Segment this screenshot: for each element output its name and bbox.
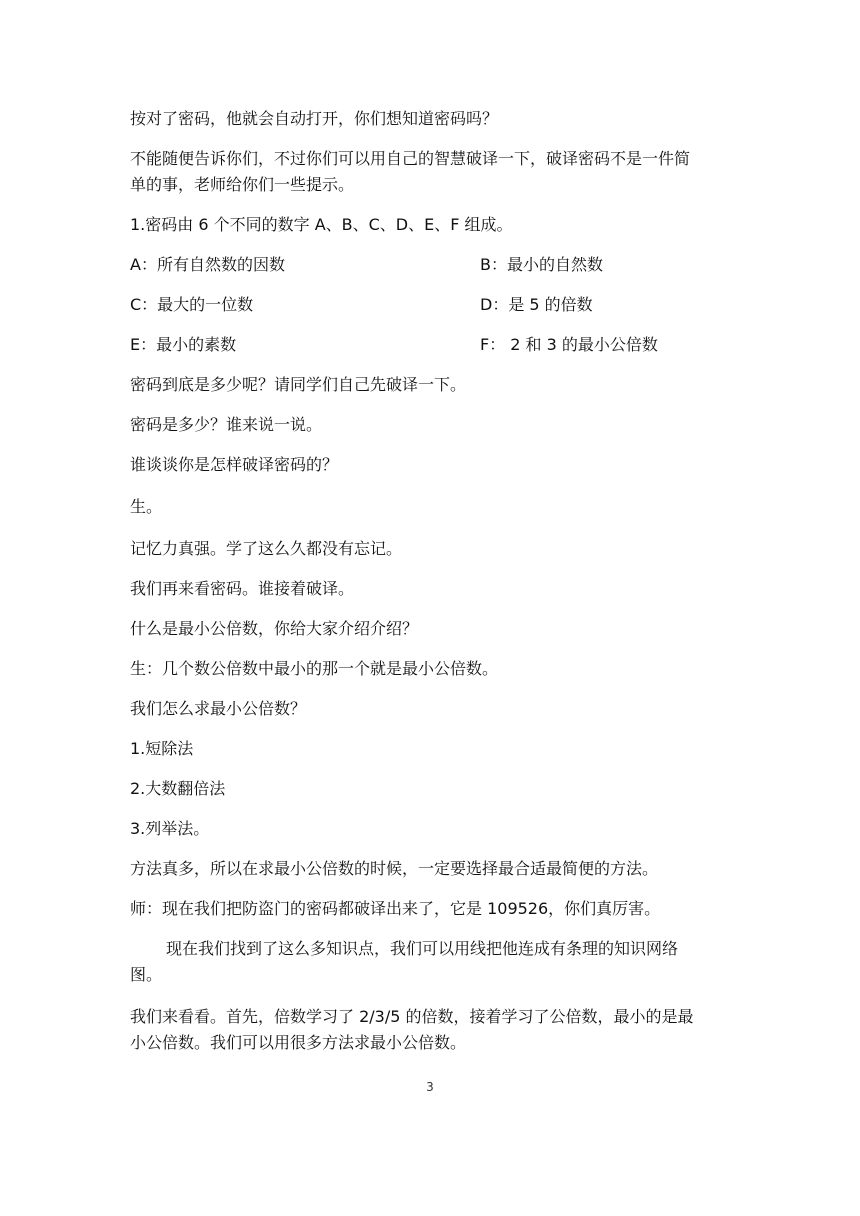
page-number: 3 [426, 1080, 434, 1094]
paragraph-8: 记忆力真强。学了这么久都没有忘记。 [130, 539, 403, 558]
paragraph-16-line-2: 小公倍数。我们可以用很多方法求最小公倍数。 [130, 1033, 467, 1052]
hint-d: D：是 5 的倍数 [480, 295, 593, 314]
paragraph-15-line-1: 现在我们找到了这么多知识点，我们可以用线把他连成有条理的知识网络 [166, 939, 679, 958]
hint-a: A：所有自然数的因数 [130, 255, 285, 274]
hint-f: F： 2 和 3 的最小公倍数 [480, 335, 658, 354]
hint-c: C：最大的一位数 [130, 295, 254, 314]
paragraph-7: 生。 [130, 497, 163, 516]
paragraph-15-line-2: 图。 [130, 965, 163, 984]
paragraph-1: 按对了密码，他就会自动打开，你们想知道密码吗？ [130, 109, 499, 128]
paragraph-4: 密码到底是多少呢？请同学们自己先破译一下。 [130, 375, 467, 394]
paragraph-10: 什么是最小公倍数，你给大家介绍介绍？ [130, 619, 419, 638]
paragraph-13: 方法真多，所以在求最小公倍数的时候，一定要选择最合适最简便的方法。 [130, 859, 659, 878]
method-2: 2.大数翻倍法 [130, 779, 226, 798]
method-3: 3.列举法。 [130, 819, 210, 838]
paragraph-12: 我们怎么求最小公倍数？ [130, 699, 307, 718]
paragraph-16-line-1: 我们来看看。首先，倍数学习了 2/3/5 的倍数，接着学习了公倍数，最小的是最 [130, 1007, 694, 1026]
paragraph-11: 生：几个数公倍数中最小的那一个就是最小公倍数。 [130, 659, 499, 678]
paragraph-9: 我们再来看密码。谁接着破译。 [130, 579, 355, 598]
paragraph-3: 1.密码由 6 个不同的数字 A、B、C、D、E、F 组成。 [130, 215, 513, 234]
paragraph-6: 谁谈谈你是怎样破译密码的？ [130, 455, 339, 474]
paragraph-5: 密码是多少？谁来说一说。 [130, 415, 323, 434]
paragraph-14: 师：现在我们把防盗门的密码都破译出来了，它是 109526，你们真厉害。 [130, 899, 661, 918]
hint-e: E：最小的素数 [130, 335, 237, 354]
hint-b: B：最小的自然数 [480, 255, 603, 274]
paragraph-2-line-1: 不能随便告诉你们，不过你们可以用自己的智慧破译一下，破译密码不是一件简 [130, 149, 691, 168]
paragraph-2-line-2: 单的事，老师给你们一些提示。 [130, 175, 355, 194]
method-1: 1.短除法 [130, 739, 194, 758]
